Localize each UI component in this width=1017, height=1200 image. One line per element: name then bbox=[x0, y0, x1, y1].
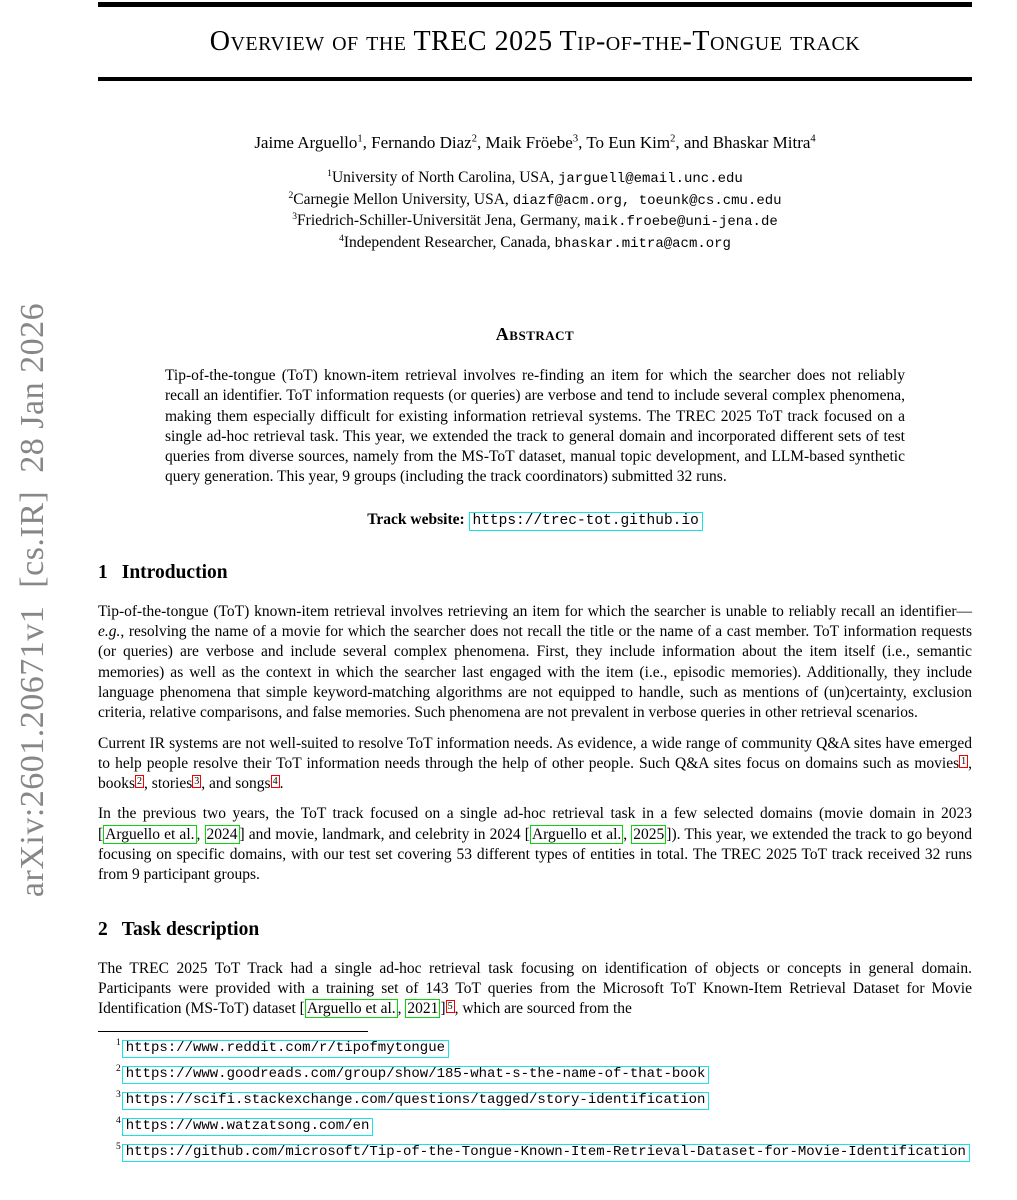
footnote-number: 1 bbox=[116, 1037, 121, 1048]
author-name: Jaime Arguello bbox=[254, 133, 358, 152]
footnote-number: 2 bbox=[116, 1063, 121, 1074]
footnote-ref-4[interactable]: 4 bbox=[272, 776, 278, 788]
footnote-url-link[interactable]: https://www.watzatsong.com/en bbox=[122, 1118, 374, 1136]
title-rule-top bbox=[98, 2, 972, 7]
paragraph-text: The TREC 2025 ToT Track had a single ad-hoc retrieval task focusing on identification of objects or concepts in general domain. Participants were provided with a training set of 143 ToT queries from the Microsoft ToT Known-Item Retrieval Dataset for Movie Identification (MS-ToT) dataset [ bbox=[98, 959, 972, 1018]
intro-paragraph-2 bbox=[98, 734, 972, 795]
footnote-number: 5 bbox=[116, 1141, 121, 1152]
author-affiliation-ref: 2 bbox=[670, 133, 676, 145]
authors-line bbox=[98, 133, 972, 153]
citation-link[interactable]: Arguello et al. bbox=[531, 825, 622, 843]
citation-year-link[interactable]: 2024 bbox=[206, 825, 238, 843]
track-website-label: Track website: bbox=[367, 510, 465, 528]
affiliation-line bbox=[98, 190, 972, 212]
affiliation-number: 2 bbox=[288, 189, 294, 201]
task-paragraph-1 bbox=[98, 959, 972, 1020]
footnote-number: 4 bbox=[116, 1115, 121, 1126]
affiliation-line bbox=[98, 168, 972, 190]
footnote-url-link[interactable]: https://www.goodreads.com/group/show/185-what-s-the-name-of-that-book bbox=[122, 1066, 710, 1084]
affiliation-number: 4 bbox=[339, 232, 344, 244]
section-number: 1 bbox=[98, 561, 108, 583]
citation-year-link[interactable]: 2021 bbox=[407, 1000, 439, 1018]
affiliation-line bbox=[98, 211, 972, 233]
italic-text: e.g. bbox=[98, 623, 121, 641]
email-address: diazf@acm.org, toeunk@cs.cmu.edu bbox=[512, 192, 782, 209]
section-heading-task-description bbox=[98, 919, 972, 941]
section-number: 2 bbox=[98, 918, 108, 940]
author-name: Bhaskar Mitra bbox=[712, 133, 811, 152]
footnote-url-link[interactable]: https://scifi.stackexchange.com/questions/tagged/story-identification bbox=[122, 1092, 710, 1110]
paragraph-text: , and songs bbox=[201, 775, 271, 793]
affiliation-text: University of North Carolina, USA, bbox=[331, 169, 558, 186]
paper-title: Overview of the TREC 2025 Tip-of-the-Tongue track bbox=[209, 25, 861, 57]
paragraph-text: Tip-of-the-tongue (ToT) known-item retrieval involves retrieving an item for which the searcher is unable to reliably recall an identifier— bbox=[98, 602, 972, 620]
footnote-line bbox=[98, 1062, 972, 1084]
paragraph-text: ] bbox=[440, 1000, 446, 1018]
author-affiliation-ref: 3 bbox=[572, 133, 579, 145]
affiliation-text: Friedrich-Schiller-Universität Jena, Germany, bbox=[297, 212, 585, 229]
email-address: maik.froebe@uni-jena.de bbox=[584, 214, 778, 230]
author-affiliation-ref: 4 bbox=[810, 133, 816, 145]
abstract-heading: Abstract bbox=[495, 324, 575, 344]
track-website-line bbox=[98, 511, 972, 529]
paragraph-text: , bbox=[196, 825, 205, 843]
arxiv-sidebar-watermark: arXiv:2601.20671v1 [cs.IR] 28 Jan 2026 bbox=[14, 302, 51, 898]
paragraph-text: ]). This year, we extended the track to go beyond focusing on specific domains, with our test set covering 53 different types of entities in total. The TREC 2025 ToT track received 32 runs from 9 participant groups. bbox=[98, 825, 972, 884]
author-separator: , bbox=[362, 133, 372, 152]
author-separator: , bbox=[477, 133, 486, 152]
email-address: bhaskar.mitra@acm.org bbox=[554, 235, 731, 252]
footnote-ref-2[interactable]: 2 bbox=[137, 776, 143, 788]
paragraph-text: In the previous two years, the ToT track focused on a single ad-hoc retrieval task in a few selected domains (movie domain in 2023 [ bbox=[98, 805, 972, 843]
affiliation-number: 1 bbox=[327, 167, 332, 179]
citation-link[interactable]: Arguello et al. bbox=[306, 1000, 396, 1018]
footnotes-block bbox=[98, 1031, 972, 1162]
author-affiliation-ref: 1 bbox=[357, 133, 363, 145]
footnote-line bbox=[98, 1114, 972, 1136]
paragraph-text: , bbox=[397, 1000, 406, 1018]
affiliation-line bbox=[98, 233, 972, 255]
footnote-line bbox=[98, 1036, 972, 1058]
author-separator: , bbox=[578, 133, 587, 152]
footnote-number: 3 bbox=[116, 1089, 121, 1100]
paragraph-text: Current IR systems are not well-suited to resolve ToT information needs. As evidence, a wide range of community Q&A sites have emerged to help people resolve their ToT information needs through the help of other people. Such Q&A sites focus on domains such as movies bbox=[98, 734, 972, 772]
section-title: Introduction bbox=[121, 561, 228, 583]
title-rule-bottom bbox=[98, 77, 972, 82]
track-website-link[interactable]: https://trec-tot.github.io bbox=[469, 512, 703, 531]
section-title: Task description bbox=[121, 918, 260, 940]
footnote-ref-1[interactable]: 1 bbox=[961, 755, 967, 767]
paragraph-text: . bbox=[279, 775, 284, 793]
affiliation-number: 3 bbox=[292, 210, 298, 222]
author-separator: , and bbox=[675, 133, 713, 152]
intro-paragraph-3 bbox=[98, 804, 972, 885]
paper-content bbox=[98, 0, 972, 1162]
citation-year-link[interactable]: 2025 bbox=[633, 825, 665, 843]
email-address: jarguell@email.unc.edu bbox=[557, 171, 743, 187]
footnote-line bbox=[98, 1088, 972, 1110]
citation-link[interactable]: Arguello et al. bbox=[105, 825, 195, 843]
paragraph-text: ] and movie, landmark, and celebrity in 2024 [ bbox=[239, 825, 530, 843]
footnote-ref-3[interactable]: 3 bbox=[194, 776, 200, 788]
affiliations-block bbox=[98, 168, 972, 254]
paragraph-text: , stories bbox=[144, 775, 193, 793]
affiliation-text: Independent Researcher, Canada, bbox=[343, 233, 555, 251]
author-name: Fernando Diaz bbox=[371, 133, 472, 152]
intro-paragraph-1 bbox=[98, 602, 972, 724]
author-name: To Eun Kim bbox=[586, 133, 671, 152]
author-affiliation-ref: 2 bbox=[471, 133, 477, 145]
footnote-ref-5[interactable]: 5 bbox=[447, 1001, 453, 1013]
paragraph-text: , bbox=[623, 825, 632, 843]
paragraph-text: , resolving the name of a movie for which the searcher does not recall the title or the name of a cast member. ToT information requests (or queries) are verbose and include several complex phenomena. First, they include information about the item itself (i.e., semantic memories) as well as the context in which the searcher last engaged with the item (i.e., episodic memories). Additionally, they include language phenomena that simple keyword-matching algorithms are not equipped to handle, such as mentions of (un)certainty, exclusion criteria, relative comparisons, and false memories. Such phenomena are not prevalent in verbose queries in other retrieval scenarios. bbox=[98, 623, 972, 722]
paragraph-text: , which are sourced from the bbox=[454, 1000, 632, 1018]
section-heading-introduction bbox=[98, 562, 972, 584]
footnote-url-link[interactable]: https://github.com/microsoft/Tip-of-the-Tongue-Known-Item-Retrieval-Dataset-for-Movie-Identification bbox=[122, 1144, 970, 1162]
footnote-rule bbox=[98, 1031, 368, 1032]
author-name: Maik Fröebe bbox=[485, 133, 573, 152]
affiliation-text: Carnegie Mellon University, USA, bbox=[293, 190, 513, 208]
footnote-line bbox=[98, 1140, 972, 1162]
abstract-text: Tip-of-the-tongue (ToT) known-item retrieval involves re-finding an item for which the searcher does not reliably recall an identifier. ToT information requests (or queries) are verbose and tend to include several complex phenomena, making them especially difficult for existing information retrieval systems. The TREC 2025 ToT track focused on a single ad-hoc retrieval task. This year, we extended the track to general domain and incorporated different sets of test queries from diverse sources, namely from the MS-ToT dataset, manual topic development, and LLM-based synthetic query generation. This year, 9 groups (including the track coordinators) submitted 32 runs. bbox=[165, 367, 905, 486]
footnote-url-link[interactable]: https://www.reddit.com/r/tipofmytongue bbox=[122, 1040, 449, 1058]
paragraph-text: , books bbox=[98, 754, 972, 793]
